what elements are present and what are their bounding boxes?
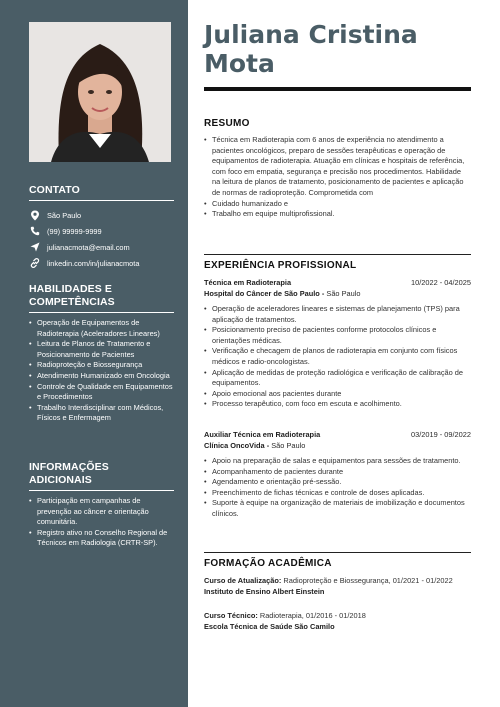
job-duty: • Posicionamento preciso de pacientes conforme protocolos clínicos e orientações médicas.	[204, 325, 471, 346]
job-employer: Clínica OncoVida -	[204, 440, 270, 450]
contact-title: CONTATO	[29, 184, 174, 201]
profile-photo	[29, 22, 171, 162]
contact-linkedin-text[interactable]: linkedin.com/in/julianacmota	[47, 258, 140, 268]
education-detail: Radioterapia, 01/2016 - 01/2018	[259, 611, 366, 620]
experience-title: EXPERIÊNCIA PROFISSIONAL	[204, 260, 357, 271]
skill-item: • Trabalho Interdisciplinar com Médicos, Físicos e Enfermagem	[29, 403, 174, 424]
additional-list	[29, 496, 174, 549]
contact-section	[29, 184, 174, 271]
skills-section	[29, 283, 174, 424]
job-duty: • Operação de aceleradores lineares e sistemas de planejamento (TPS) para aplicação de tratamentos.	[204, 304, 471, 325]
summary-item: • Cuidado humanizado e	[204, 199, 471, 210]
additional-item: • Registro ativo no Conselho Regional de Técnicos em Radiologia (CRTR-SP).	[29, 528, 174, 549]
job-dates: 03/2019 - 09/2022	[411, 430, 471, 439]
skill-item: • Controle de Qualidade em Equipamentos e Procedimentos	[29, 382, 174, 403]
contact-email[interactable]	[29, 239, 174, 255]
additional-title: INFORMAÇÕES ADICIONAIS	[29, 461, 174, 491]
job-header	[204, 278, 471, 299]
summary-list	[204, 135, 471, 220]
skills-title-line1: HABILIDADES E	[29, 283, 112, 295]
education-title: FORMAÇÃO ACADÊMICA	[204, 558, 332, 569]
job-duty: • Suporte à equipe na organização de materiais de imobilização e documentos clínicos.	[204, 498, 471, 519]
education-entry	[204, 576, 471, 597]
education-label: Curso de Atualização:	[204, 576, 282, 585]
job-employer: Hospital do Câncer de São Paulo -	[204, 288, 325, 298]
job-duties-list	[204, 304, 471, 410]
job-duty: • Acompanhamento de pacientes durante	[204, 467, 471, 478]
skills-title-line2: COMPETÊNCIAS	[29, 296, 115, 308]
skill-item: • Leitura de Planos de Tratamento e Posicionamento de Pacientes	[29, 339, 174, 360]
job-dates: 10/2022 - 04/2025	[411, 278, 471, 287]
name-line1: Juliana Cristina	[204, 20, 418, 49]
job-role: Auxiliar Técnica em Radioterapia	[204, 430, 321, 439]
education-detail: Radioproteção e Biossegurança, 01/2021 - 01/2022	[283, 576, 453, 585]
additional-section	[29, 461, 174, 549]
location-pin-icon	[29, 210, 40, 221]
job-duty: • Aplicação de medidas de proteção radiológica e verificação de calibração de equipamentos.	[204, 368, 471, 389]
job-duty: • Processo terapêutico, com foco em escuta e acolhimento.	[204, 399, 471, 410]
job-location: São Paulo	[326, 288, 361, 298]
education-institution: Instituto de Ensino Albert Einstein	[204, 586, 325, 596]
job-duty: • Verificação e checagem de planos de radioterapia em conjunto com físicos médicos e radio-oncologistas.	[204, 346, 471, 367]
education-entry	[204, 611, 471, 632]
experience-divider	[204, 254, 471, 255]
link-icon	[29, 258, 40, 269]
phone-icon	[29, 226, 40, 237]
skill-item: • Operação de Equipamentos de Radioterapia (Aceleradores Lineares)	[29, 318, 174, 339]
skill-item: • Atendimento Humanizado em Oncologia	[29, 371, 174, 382]
summary-item: • Trabalho em equipe multiprofissional.	[204, 209, 471, 220]
contact-phone-text: (99) 99999-9999	[47, 226, 102, 236]
job-header	[204, 430, 471, 451]
contact-location	[29, 207, 174, 223]
summary-item: • Técnica em Radioterapia com 6 anos de experiência no atendimento a pacientes oncológicos, preparo de sessões terapêuticas e operação de equipamentos de radioterapia. Atuação em clínicas e hospitais de referência, com foco em empatia, segurança e precisão nos procedimentos. Habilidade na leitura de planos de tratamento, posicionamento de pacientes e aplicação de normas de radioproteção. Comprometida com	[204, 135, 471, 199]
job-duty: • Agendamento e orientação pré-sessão.	[204, 477, 471, 488]
contact-location-text: São Paulo	[47, 210, 82, 220]
job-duties-list	[204, 456, 471, 520]
job-duty: • Apoio na preparação de salas e equipamentos para sessões de tratamento.	[204, 456, 471, 467]
name-line2: Mota	[204, 49, 275, 78]
name-divider	[204, 87, 471, 91]
contact-email-text[interactable]: julianacmota@email.com	[47, 242, 130, 252]
job-duty: • Apoio emocional aos pacientes durante	[204, 389, 471, 400]
skills-list	[29, 318, 174, 424]
education-label: Curso Técnico:	[204, 611, 258, 620]
contact-linkedin[interactable]	[29, 255, 174, 271]
candidate-name	[204, 20, 474, 78]
job-role: Técnica em Radioterapia	[204, 278, 292, 287]
job-location: São Paulo	[271, 440, 306, 450]
job-duty: • Preenchimento de fichas técnicas e controle de doses aplicadas.	[204, 488, 471, 499]
sidebar	[0, 0, 188, 707]
skill-item: • Radioproteção e Biossegurança	[29, 360, 174, 371]
education-institution: Escola Técnica de Saúde São Camilo	[204, 621, 335, 631]
send-icon	[29, 242, 40, 253]
education-divider	[204, 552, 471, 553]
contact-phone	[29, 223, 174, 239]
skills-title	[29, 283, 174, 313]
additional-item: • Participação em campanhas de prevenção ao câncer e orientação comunitária.	[29, 496, 174, 528]
summary-title: RESUMO	[204, 118, 250, 129]
